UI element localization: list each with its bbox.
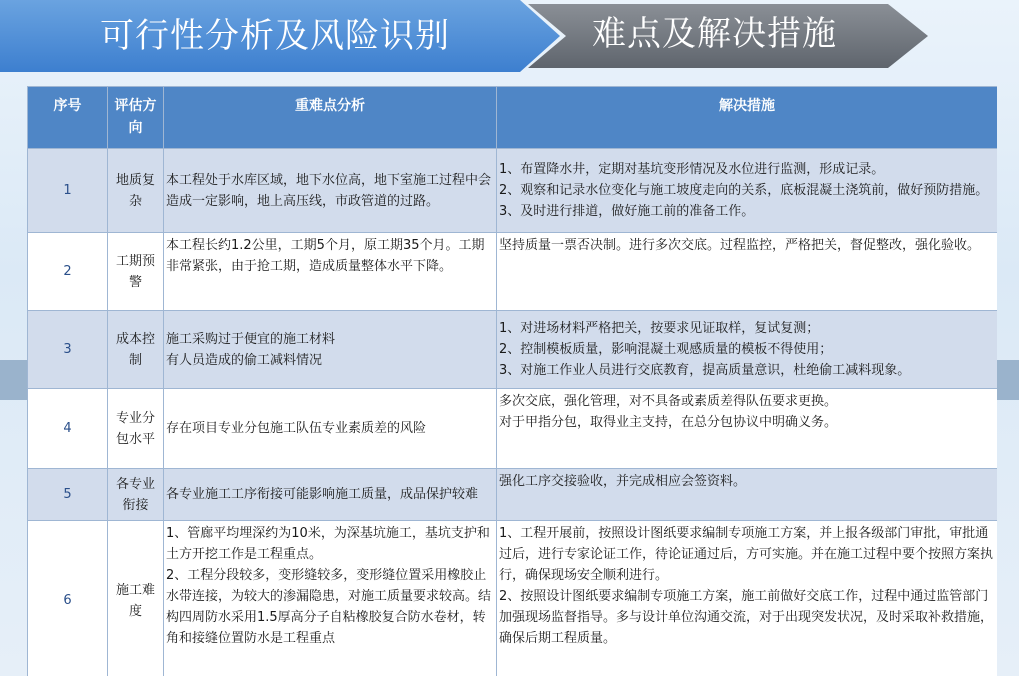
measure-line: 2、控制模板质量，影响混凝土观感质量的模板不得使用； (499, 342, 833, 357)
measure-line: 1、工程开展前，按照设计图纸要求编制专项施工方案，并上报各级部门审批，审批通过后，进行专家论证工作，待论证通过后，方可实施。并在施工过程中要个按照方案执行，确保现场安全顺利进行。 (499, 526, 994, 583)
row-analysis (164, 149, 497, 233)
row-category: 成本控制 (108, 311, 164, 389)
row-category: 各专业衔接 (108, 469, 164, 521)
header-measures: 解决措施 (497, 87, 998, 149)
measure-line: 1、对进场材料严格把关，按要求见证取样，复试复测； (499, 321, 820, 336)
table-header-row (28, 87, 998, 149)
table-row (28, 469, 998, 521)
table-row (28, 521, 998, 676)
title-banner (0, 0, 1019, 76)
row-number: 1 (28, 149, 108, 233)
background-decoration-left (0, 360, 30, 400)
measure-line: 坚持质量一票否决制。进行多次交底。过程监控，严格把关，督促整改，强化验收。 (499, 238, 981, 253)
row-number: 6 (28, 521, 108, 676)
row-measures (497, 469, 998, 521)
row-measures (497, 149, 998, 233)
row-analysis (164, 521, 497, 676)
row-analysis (164, 469, 497, 521)
analysis-line: 施工采购过于便宜的施工材料 (166, 331, 336, 347)
analysis-line: 有人员造成的偷工减料情况 (166, 352, 323, 368)
row-number: 4 (28, 389, 108, 469)
header-category: 评估方向 (108, 87, 164, 149)
risk-table (27, 86, 997, 676)
row-category: 地质复杂 (108, 149, 164, 233)
analysis-line: 1、管廊平均埋深约为10米，为深基坑施工，基坑支护和土方开挖工作是工程重点。 (166, 526, 490, 562)
header-analysis: 重难点分析 (164, 87, 497, 149)
risk-table-container (27, 86, 997, 676)
banner-left-title: 可行性分析及风险识别 (100, 16, 450, 56)
row-measures (497, 521, 998, 676)
banner-right-title: 难点及解决措施 (592, 14, 837, 54)
row-measures (497, 233, 998, 311)
measure-line: 强化工序交接验收，并完成相应会签资料。 (499, 474, 747, 489)
measure-line: 3、对施工作业人员进行交底教育，提高质量意识，杜绝偷工减料现象。 (499, 363, 911, 378)
measure-line: 2、观察和记录水位变化与施工坡度走向的关系，底板混凝土浇筑前，做好预防措施。 (499, 183, 989, 198)
table-row (28, 389, 998, 469)
row-analysis (164, 233, 497, 311)
row-category: 施工难度 (108, 521, 164, 676)
measure-line: 对于甲指分包，取得业主支持，在总分包协议中明确义务。 (499, 415, 838, 430)
table-row (28, 311, 998, 389)
background-decoration-right (997, 360, 1019, 400)
row-measures (497, 389, 998, 469)
row-number: 5 (28, 469, 108, 521)
table-row (28, 233, 998, 311)
table-row (28, 149, 998, 233)
row-analysis (164, 389, 497, 469)
header-number: 序号 (28, 87, 108, 149)
row-measures (497, 311, 998, 389)
analysis-line: 本工程长约1.2公里，工期5个月，原工期35个月。工期非常紧张，由于抢工期，造成质量整体水平下降。 (166, 238, 485, 274)
analysis-line: 各专业施工工序衔接可能影响施工质量，成品保护较难 (166, 487, 479, 502)
measure-line: 多次交底，强化管理，对不具备或素质差得队伍要求更换。 (499, 394, 838, 409)
row-category: 工期预警 (108, 233, 164, 311)
row-number: 3 (28, 311, 108, 389)
row-category: 专业分包水平 (108, 389, 164, 469)
analysis-line: 本工程处于水库区域，地下水位高，地下室施工过程中会造成一定影响，地上高压线，市政管道的过路。 (166, 172, 492, 209)
measure-line: 3、及时进行排道，做好施工前的准备工作。 (499, 204, 755, 219)
row-analysis (164, 311, 497, 389)
analysis-line: 2、工程分段较多，变形缝较多，变形缝位置采用橡胶止水带连接，为较大的渗漏隐患，对施工质量要求较高。结构四周防水采用1.5厚高分子自粘橡胶复合防水卷材，转角和接缝位置防水是工程重点 (166, 568, 492, 646)
analysis-line: 存在项目专业分包施工队伍专业素质差的风险 (166, 421, 427, 436)
row-number: 2 (28, 233, 108, 311)
measure-line: 1、布置降水井，定期对基坑变形情况及水位进行监测，形成记录。 (499, 162, 885, 177)
measure-line: 2、按照设计图纸要求编制专项施工方案，施工前做好交底工作，过程中通过监管部门加强现场监督指导。多与设计单位沟通交流，对于出现突发状况，及时采取补救措施，确保后期工程质量。 (499, 589, 994, 646)
